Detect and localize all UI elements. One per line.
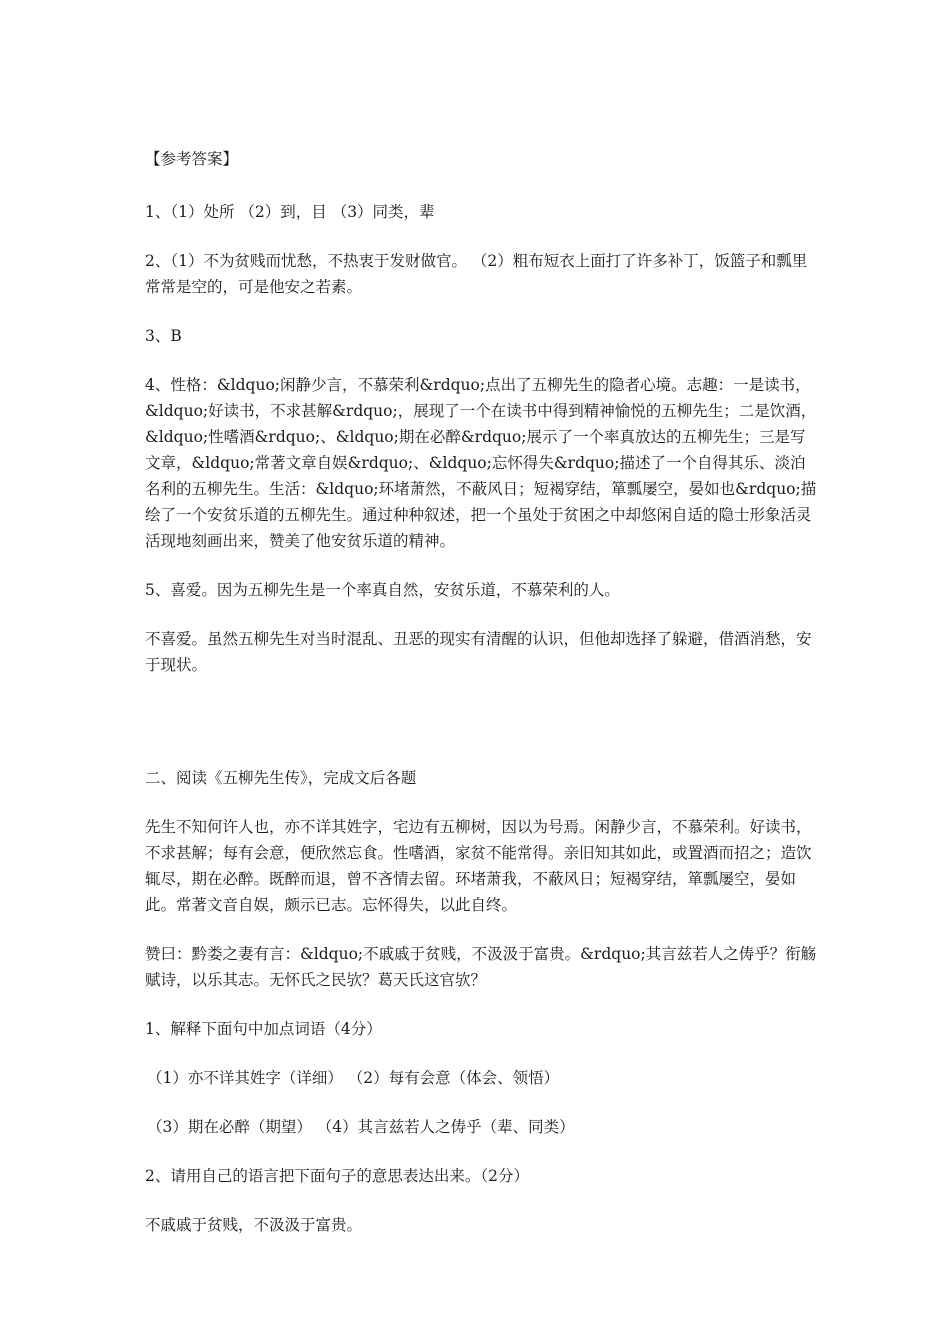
section-2-title: 二、阅读《五柳先生传》，完成文后各题 [145,769,417,787]
answer-5-like: 5、喜爱。因为五柳先生是一个率真自然，安贫乐道，不慕荣利的人。 [145,581,620,599]
answer-4: 4、性格：&ldquo;闲静少言，不慕荣利&rdquo;点出了五柳先生的隐者心境。志趣：一是读书，&ldquo;好读书，不求甚解&rdquo;，展现了一个在读书中得到精神愉悦的五柳先生；二是饮酒，&ldquo;性嗜酒&rdquo;、&ldquo;期在必醉&rdquo;展示了一个率真放达的五柳先生；三是写文章，&ldquo;常著文章自娱&rdquo;、&ldquo;忘怀得失&rdquo;描述了一个自得其乐、淡泊名利的五柳先生。生活：&ldquo;环堵萧然，不蔽风日；短褐穿结，箪瓢屡空，晏如也&rdquo;描绘了一个安贫乐道的五柳先生。通过种种叙述，把一个虽处于贫困之中却悠闲自适的隐士形象活灵活现地刻画出来，赞美了他安贫乐道的精神。 [145,376,817,550]
answer-heading: 【参考答案】 [145,150,239,168]
passage-paragraph-2: 赞曰：黔娄之妻有言：&ldquo;不戚戚于贫贱，不汲汲于富贵。&rdquo;其言兹若人之俦乎？衔觞赋诗，以乐其志。无怀氏之民欤？葛天氏这官欤？ [145,945,817,989]
question-1-items-line-2: （3）期在必醉（期望） （4）其言兹若人之俦乎（辈、同类） [147,1118,575,1136]
answer-3: 3、B [145,327,182,345]
document-page [145,146,817,1261]
answer-5-dislike: 不喜爱。虽然五柳先生对当时混乱、丑恶的现实有清醒的认识，但他却选择了躲避，借酒消愁，安于现状。 [145,630,812,674]
question-2-sentence: 不戚戚于贫贱，不汲汲于富贵。 [145,1216,363,1234]
passage-paragraph-1: 先生不知何许人也，亦不详其姓字，宅边有五柳树，因以为号焉。闲静少言，不慕荣利。好读书，不求甚解；每有会意，便欣然忘食。性嗜酒，家贫不能常得。亲旧知其如此，或置酒而招之；造饮辄尽，期在必醉。既醉而退，曾不吝情去留。环堵萧我，不蔽风日；短褐穿结，箪瓢屡空，晏如此。常著文音自娱，颇示已志。忘怀得失，以此自终。 [145,818,812,914]
question-1: 1、解释下面句中加点词语（4分） [145,1020,382,1038]
answer-1: 1、（1）处所 （2）到，目 （3）同类，辈 [145,203,435,221]
section-spacer [145,701,817,765]
question-1-items-line-1: （1）亦不详其姓字（详细） （2）每有会意（体会、领悟） [147,1069,560,1087]
answer-2: 2、（1）不为贫贱而忧愁，不热衷于发财做官。 （2）粗布短衣上面打了许多补丁，饭篮子和瓢里常常是空的，可是他安之若素。 [145,252,808,296]
question-2: 2、请用自己的语言把下面句子的意思表达出来。（2分） [145,1167,529,1185]
